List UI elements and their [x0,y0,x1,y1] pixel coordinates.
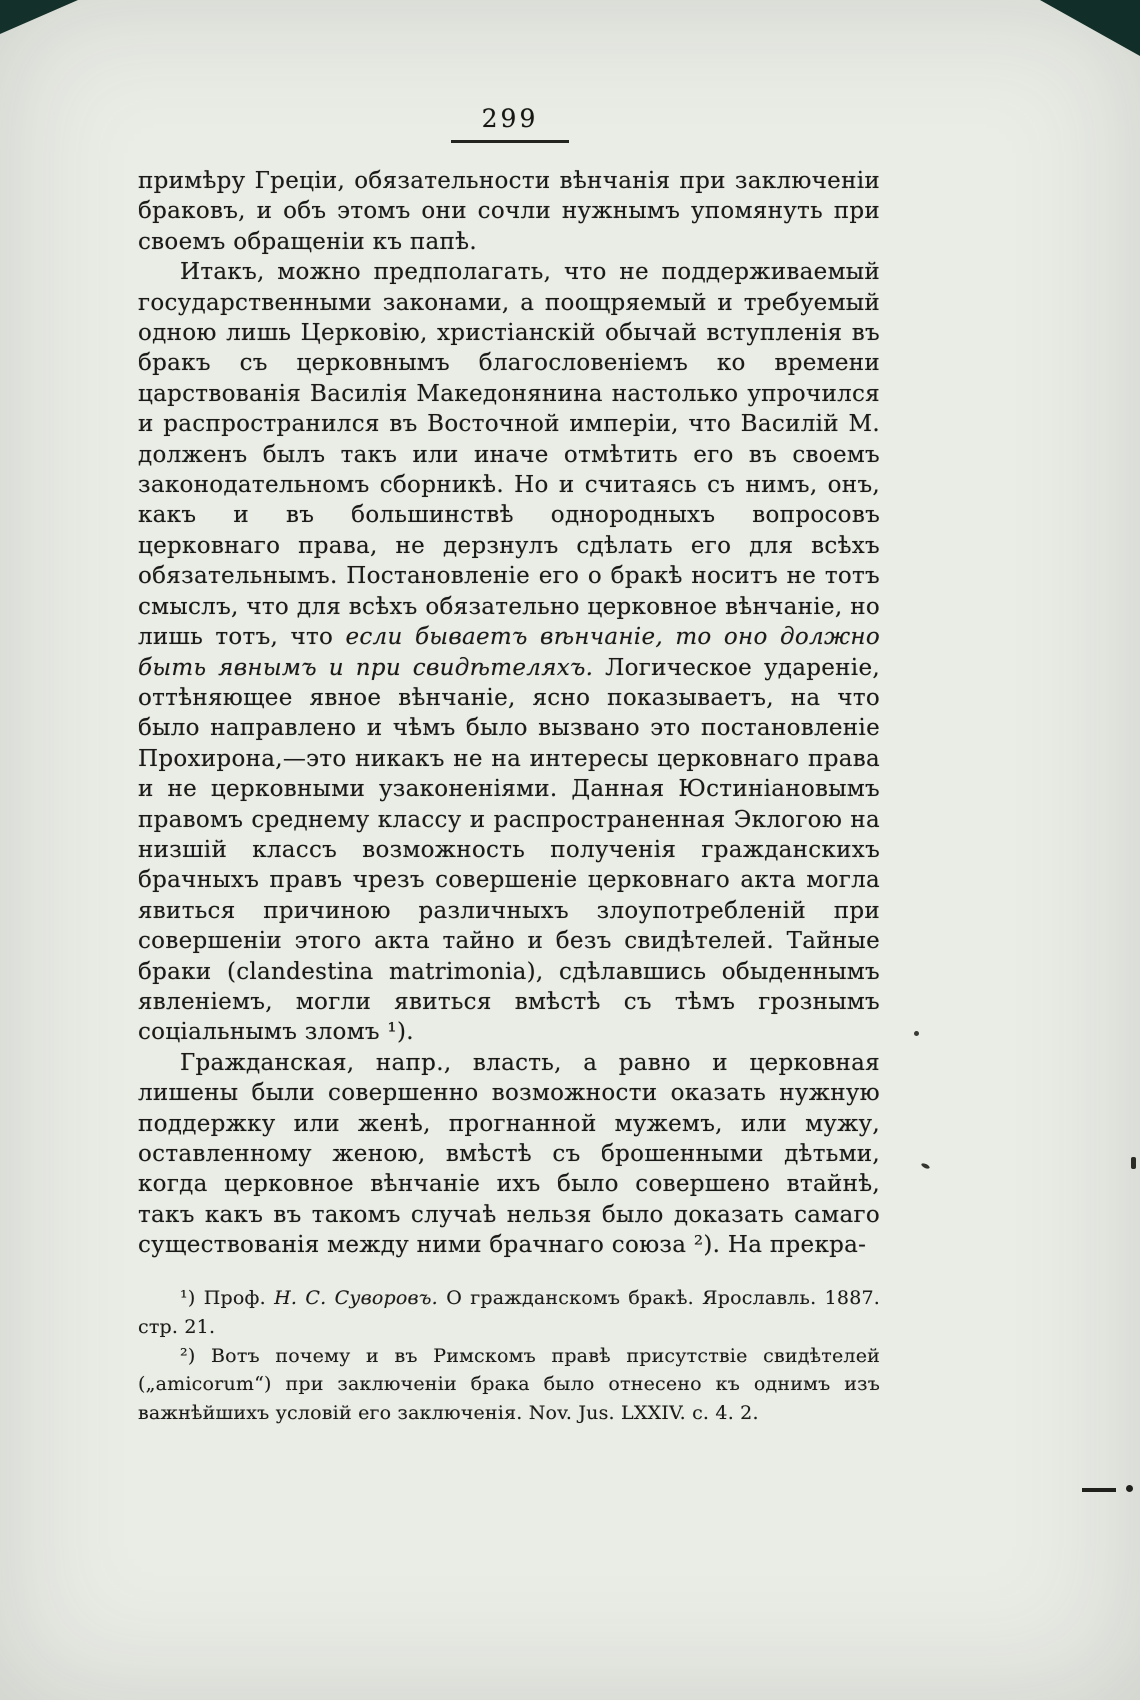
paragraph-2-text-pre: Итакъ, можно предполагать, что не поддерживаемый государственными законами, а поощряемый и требуемый одною лишь Церковію, христіанскій обычай вступленія въ бракъ съ церковнымъ благословеніемъ ко времени царствованія Василія Македонянина настолько упрочился и распространился въ Восточной имперіи, что Василій М. долженъ былъ такъ или иначе отмѣтить его въ своемъ законодательномъ сборникѣ. Но и считаясь съ нимъ, онъ, какъ и въ большинствѣ однородныхъ вопросовъ церковнаго права, не дерзнулъ сдѣлать его для всѣхъ обязательнымъ. Постановленіе его о бракѣ носитъ не тотъ смыслъ, что для всѣхъ обязательно церковное вѣнчаніе, но лишь тотъ, что [138,259,880,651]
scan-mark-bottom-right-dot [1126,1485,1133,1492]
scan-edge-mark [1131,1157,1136,1169]
footnote-2 [138,1342,880,1428]
paragraph-2 [138,257,880,1048]
footnote-2-marker: ²) [180,1344,196,1367]
paragraph-3-text: Гражданская, напр., власть, а равно и церковная лишены были совершенно возможности оказать нужную поддержку или женѣ, прогнанной мужемъ, или мужу, оставленному женою, вмѣстѣ съ брошенными дѣтьми, когда церковное вѣнчаніе ихъ было совершено втайнѣ, такъ какъ въ такомъ случаѣ нельзя было доказать самаго существованія между ними брачнаго союза ²). На прекра- [138,1049,880,1259]
paragraph-2-text-post: Логическое удареніе, оттѣняющее явное вѣнчаніе, ясно показываетъ, на что было направлено и чѣмъ было вызвано это постановленіе Прохирона,—это никакъ не на интересы церковнаго права и не церковными узаконеніями. Данная Юстиніановымъ правомъ среднему классу и распространенная Эклогою на низшій классъ возможность полученія гражданскихъ брачныхъ правъ чрезъ совершеніе церковнаго акта могла явиться причиною различныхъ злоупотребленій при совершеніи этого акта тайно и безъ свидѣтелей. Тайные браки (clandestina matrimonia), сдѣлавшись обыденнымъ явленіемъ, могли явиться вмѣстѣ съ тѣмъ грознымъ соціальнымъ зломъ ¹). [138,654,880,1046]
paragraph-1 [138,166,880,257]
footnote-2-text: Вотъ почему и въ Римскомъ правѣ присутствіе свидѣтелей („amicorum“) при заключеніи брака было отнесено къ однимъ изъ важнѣйшихъ условій его заключенія. Nov. Jus. LXXIV. c. 4. 2. [138,1344,880,1425]
footnote-1-text-pre: Проф. [195,1287,275,1309]
scan-speck [921,1162,931,1169]
page-header [140,104,880,143]
paragraph-1-text: примѣру Греціи, обязательности вѣнчанія при заключеніи браковъ, и объ этомъ они сочли нужнымъ упомянуть при своемъ обращеніи къ папѣ. [138,168,880,255]
footnote-1 [138,1284,880,1342]
footnotes [138,1284,880,1428]
footnote-1-author: Н. С. Суворовъ. [274,1287,438,1309]
scan-corner-top-left [0,0,78,34]
page-number-rule [451,140,569,143]
page-number: 299 [481,104,539,133]
paragraph-2-italic-clause: если бываетъ вѣнчаніе, то оно должно быть явнымъ и при свидѣтеляхъ. [138,624,880,681]
scan-mark-bottom-right-dash [1082,1488,1116,1492]
footnote-1-text-post: О гражданскомъ бракѣ. Ярославль. 1887. стр. 21. [138,1287,881,1338]
footnote-1-marker: ¹) [180,1287,196,1309]
scan-speck [914,1031,919,1036]
paragraph-3 [138,1048,880,1261]
scan-corner-top-right [1040,0,1140,56]
body-text [138,166,880,1261]
